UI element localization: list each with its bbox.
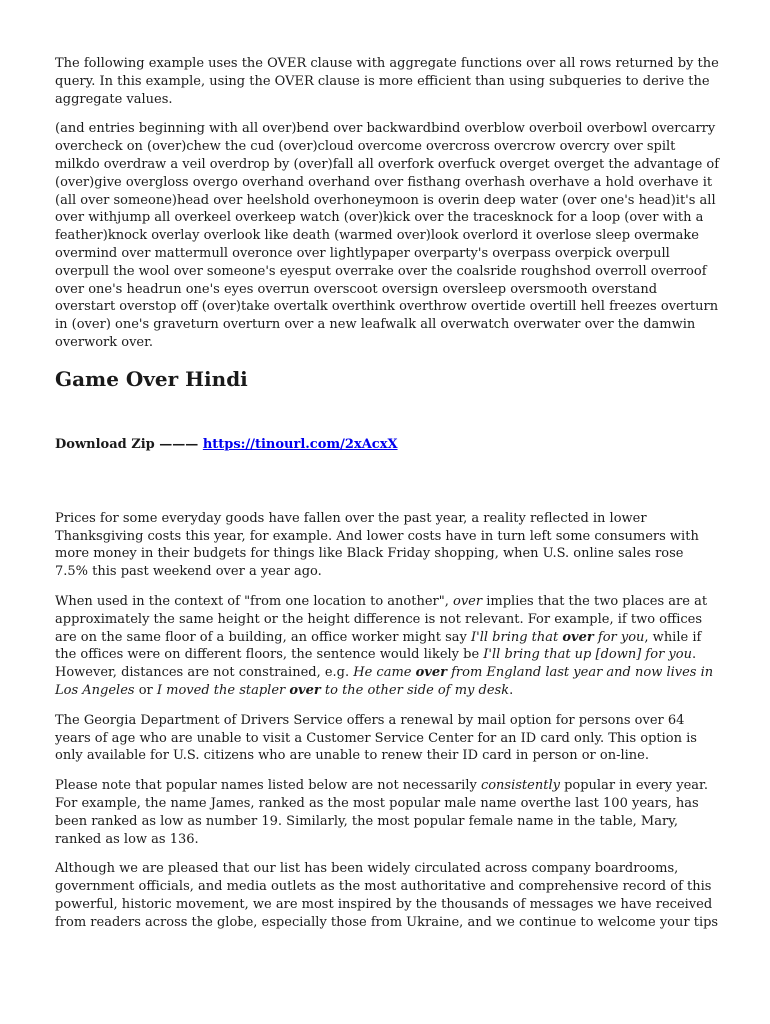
closing-paragraph: Although we are pleased that our list has been widely circulated across company boardrooms, government officials, and media outlets as the most authoritative and comprehensive record of this powerful, historic movement, we are most inspired by the thousands of messages we have received from readers across the globe, especially those from Ukraine, and we continue to welcome your tips [55,861,719,930]
page-heading: Game Over Hindi [55,366,248,391]
download-link[interactable]: https://tinourl.com/2xAcxX [202,436,398,452]
popular-names-paragraph: Please note that popular names listed below are not necessarily consistently popular in every year. For example, the name James, ranked as the most popular male name overthe last 100 years, has been ranked as low as number 19. Similarly, the most popular female name in the table, Mary, ranked as low as 136. [55,778,708,847]
intro-paragraph: The following example uses the OVER clause with aggregate functions over all rows returned by the query. In this example, using the OVER clause is more efficient than using subqueries to derive the aggregate values. [55,56,719,107]
download-label: Download Zip ——— [55,436,203,452]
over-usage-paragraph: When used in the context of "from one location to another", over implies that the two places are at approximately the same height or the height difference is not relevant. For example, if two offices are on the same floor of a building, an office worker might say I'll bring that over for you, while if the offices were on different floors, the sentence would likely be I'll bring that up [down] for you. However, distances are not constrained, e.g. He came over from England last year and now lives in Los Angeles or I moved the stapler over to the other side of my desk. [55,593,714,698]
over-phrases-paragraph: (and entries beginning with all over)bend over backwardbind overblow overboil overbowl overcarry overcheck on (over)chew the cud (over)cloud overcome overcross overcrow overcry over spilt milkdo overdraw a veil overdrop by (over)fall all overfork overfuck overget overget the advantage of (over)give overgloss overgo overhand overhand over fisthang overhash overhave a hold overhave it (all over someone)head over heelshold overhoneymoon is overin deep water (over one's head)it's all over withjump all overkeel overkeep watch (over)kick over the tracesknock for a loop (over with a feather)knock overlay overlook like death (warmed over)look overlord it overlose sleep overmake overmind over mattermull overonce over lightlypaper overparty's overpass overpick overpull overpull the wool over someone's eyesput overrake over the coalsride roughshod overroll overroof over one's headrun one's eyes overrun overscoot oversign oversleep oversmooth overstand overstart overstop off (over)take overtalk overthink overthrow overtide overtill hell freezes overturn in (over) one's graveturn overturn over a new leafwalk all overwatch overwater over the damwin overwork over. [55,121,720,350]
download-line [55,436,720,454]
prices-paragraph: Prices for some everyday goods have fallen over the past year, a reality reflected in lower Thanksgiving costs this year, for example. And lower costs have in turn left some consumers with more money in their budgets for things like Black Friday shopping, when U.S. online sales rose 7.5% this past weekend over a year ago. [55,510,699,580]
spacer [55,454,720,510]
georgia-paragraph: The Georgia Department of Drivers Service offers a renewal by mail option for persons over 64 years of age who are unable to visit a Customer Service Center for an ID card only. This option is only available for U.S. citizens who are unable to renew their ID card in person or on-line. [55,712,697,764]
document-page [55,55,720,943]
